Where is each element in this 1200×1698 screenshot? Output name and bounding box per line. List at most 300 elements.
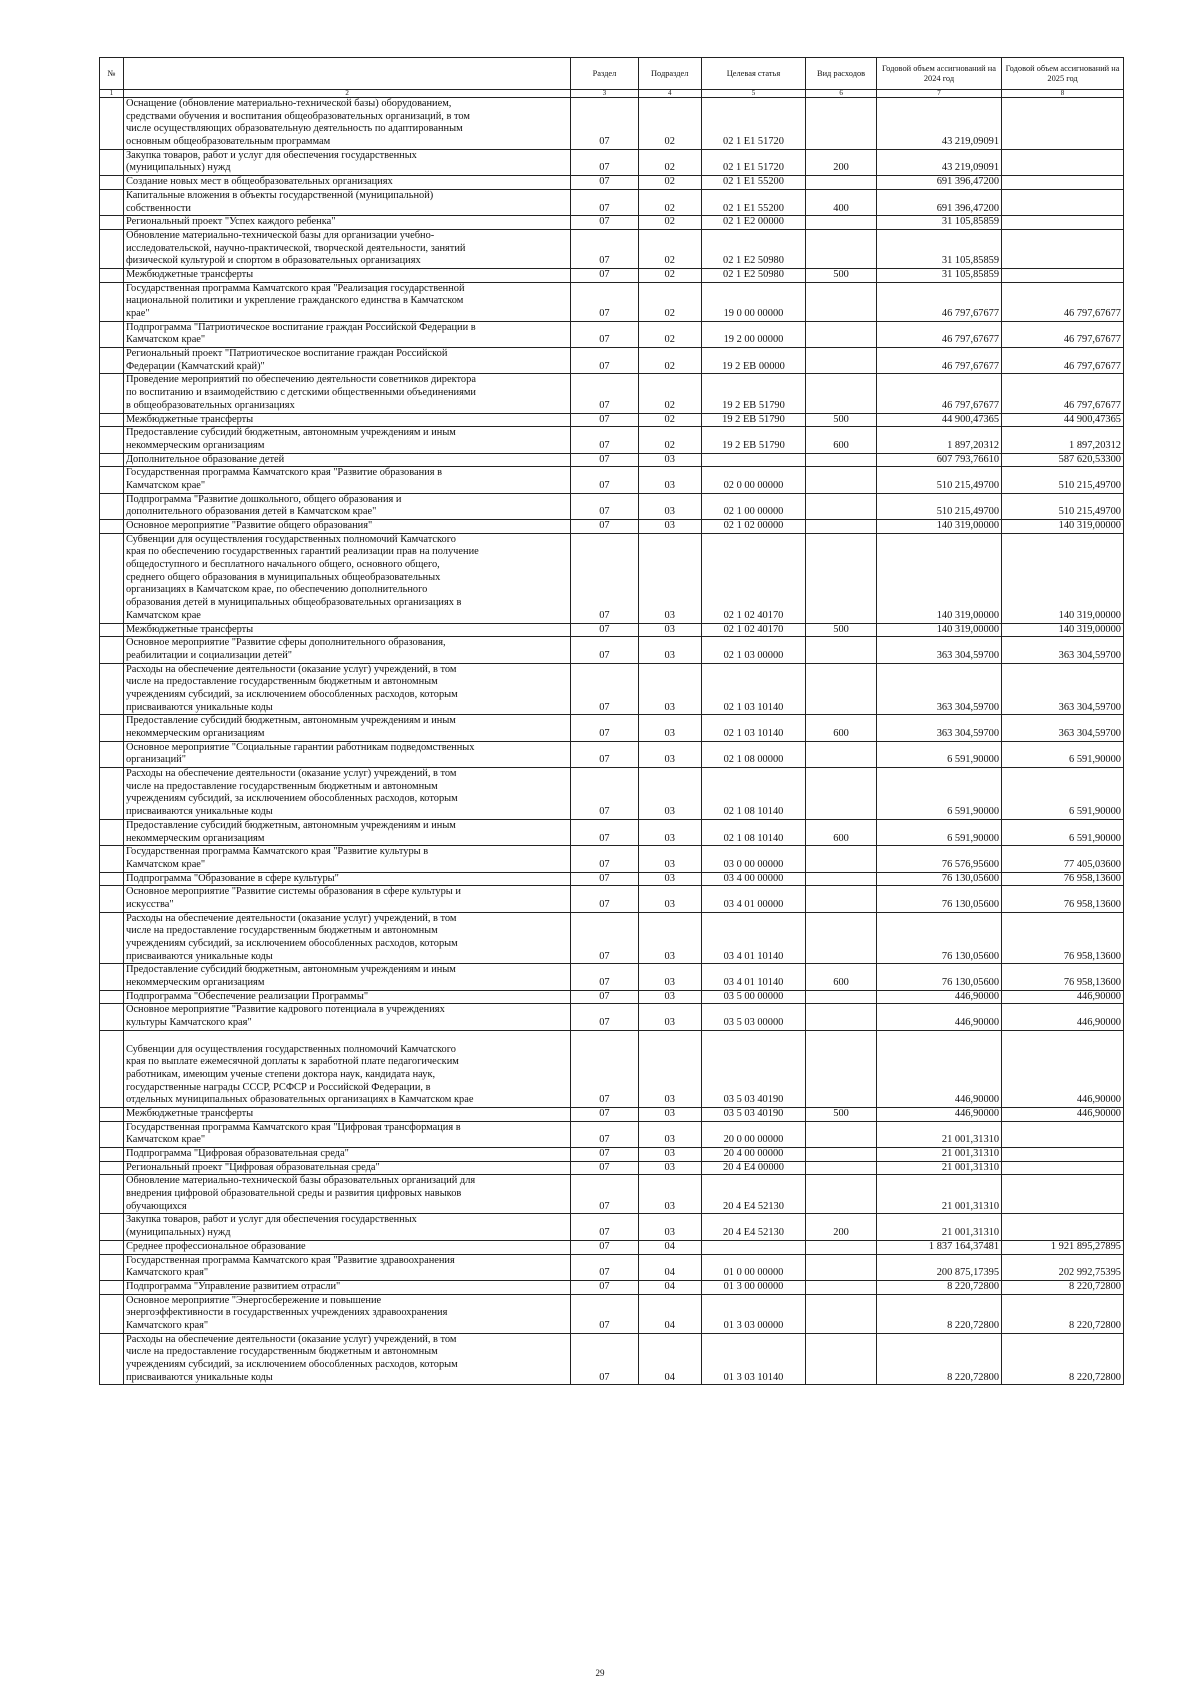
row-number-cell: [100, 715, 124, 741]
item-name-cell: Предоставление субсидий бюджетным, автономным учреждениям и иным некоммерческим организациям: [123, 427, 570, 453]
item-name-cell: Дополнительное образование детей: [123, 453, 570, 467]
table-row: [100, 819, 1124, 845]
row-number-cell: [100, 1254, 124, 1280]
table-row: [100, 912, 1124, 964]
podrazdel-cell: 02: [638, 282, 701, 321]
col-number: 8: [1002, 90, 1124, 98]
table-row: [100, 872, 1124, 886]
sum2025-cell: 446,90000: [1002, 1004, 1124, 1030]
item-name-cell: Государственная программа Камчатского края "Развитие образования в Камчатском крае": [123, 467, 570, 493]
target-cell: 02 1 02 00000: [701, 520, 805, 534]
razdel-cell: 07: [571, 1030, 638, 1107]
razdel-cell: 07: [571, 872, 638, 886]
razdel-cell: 07: [571, 990, 638, 1004]
sum2024-cell: 46 797,67677: [876, 321, 1001, 347]
razdel-cell: 07: [571, 1280, 638, 1294]
target-cell: 19 2 ЕВ 51790: [701, 374, 805, 413]
item-name-cell: Основное мероприятие "Развитие общего образования": [123, 520, 570, 534]
sum2025-cell: 6 591,90000: [1002, 768, 1124, 820]
razdel-cell: 07: [571, 623, 638, 637]
target-cell: 02 0 00 00000: [701, 467, 805, 493]
vid-cell: [806, 1175, 877, 1214]
column-number-row: [100, 90, 1124, 98]
table-row: [100, 623, 1124, 637]
table-row: [100, 268, 1124, 282]
sum2024-cell: 21 001,31310: [876, 1161, 1001, 1175]
vid-cell: [806, 1240, 877, 1254]
table-row: [100, 453, 1124, 467]
razdel-cell: 07: [571, 268, 638, 282]
vid-cell: 600: [806, 427, 877, 453]
row-number-cell: [100, 533, 124, 623]
row-number-cell: [100, 1148, 124, 1162]
sum2025-cell: [1002, 149, 1124, 175]
sum2025-cell: [1002, 1121, 1124, 1147]
table-row: [100, 467, 1124, 493]
table-row: [100, 229, 1124, 268]
table-row: [100, 768, 1124, 820]
sum2024-cell: 510 215,49700: [876, 467, 1001, 493]
table-row: [100, 886, 1124, 912]
sum2024-cell: 6 591,90000: [876, 768, 1001, 820]
podrazdel-cell: 04: [638, 1333, 701, 1385]
podrazdel-cell: 02: [638, 216, 701, 230]
sum2024-cell: 363 304,59700: [876, 663, 1001, 715]
razdel-cell: 07: [571, 453, 638, 467]
razdel-cell: 07: [571, 886, 638, 912]
podrazdel-cell: 03: [638, 1004, 701, 1030]
row-number-cell: [100, 964, 124, 990]
vid-cell: [806, 467, 877, 493]
podrazdel-cell: 03: [638, 663, 701, 715]
podrazdel-cell: 02: [638, 268, 701, 282]
razdel-cell: 07: [571, 348, 638, 374]
item-name-cell: Основное мероприятие "Развитие кадрового потенциала в учреждениях культуры Камчатского края": [123, 1004, 570, 1030]
razdel-cell: 07: [571, 374, 638, 413]
row-number-cell: [100, 493, 124, 519]
sum2025-cell: 363 304,59700: [1002, 663, 1124, 715]
podrazdel-cell: 02: [638, 149, 701, 175]
vid-cell: [806, 846, 877, 872]
table-row: [100, 321, 1124, 347]
sum2025-cell: 8 220,72800: [1002, 1333, 1124, 1385]
podrazdel-cell: 02: [638, 98, 701, 150]
sum2024-cell: 31 105,85859: [876, 229, 1001, 268]
razdel-cell: 07: [571, 819, 638, 845]
razdel-cell: 07: [571, 1175, 638, 1214]
razdel-cell: 07: [571, 1004, 638, 1030]
razdel-cell: 07: [571, 321, 638, 347]
sum2024-cell: 8 220,72800: [876, 1280, 1001, 1294]
col-podrazdel-header: Подраздел: [638, 58, 701, 90]
sum2024-cell: 21 001,31310: [876, 1214, 1001, 1240]
podrazdel-cell: 03: [638, 819, 701, 845]
col-target-header: Целевая статья: [701, 58, 805, 90]
sum2025-cell: 76 958,13600: [1002, 964, 1124, 990]
podrazdel-cell: 03: [638, 768, 701, 820]
table-row: [100, 637, 1124, 663]
target-cell: 19 2 ЕВ 51790: [701, 413, 805, 427]
table-row: [100, 427, 1124, 453]
vid-cell: [806, 1254, 877, 1280]
target-cell: 19 2 ЕВ 00000: [701, 348, 805, 374]
podrazdel-cell: 03: [638, 637, 701, 663]
sum2024-cell: 691 396,47200: [876, 176, 1001, 190]
target-cell: 02 1 03 10140: [701, 663, 805, 715]
vid-cell: [806, 493, 877, 519]
sum2025-cell: 510 215,49700: [1002, 467, 1124, 493]
table-row: [100, 1161, 1124, 1175]
table-row: [100, 374, 1124, 413]
podrazdel-cell: 02: [638, 413, 701, 427]
podrazdel-cell: 03: [638, 912, 701, 964]
item-name-cell: Межбюджетные трансферты: [123, 1107, 570, 1121]
target-cell: 02 1 Е1 51720: [701, 98, 805, 150]
item-name-cell: Межбюджетные трансферты: [123, 623, 570, 637]
vid-cell: 500: [806, 268, 877, 282]
table-row: [100, 189, 1124, 215]
item-name-cell: Создание новых мест в общеобразовательных организациях: [123, 176, 570, 190]
vid-cell: [806, 1333, 877, 1385]
sum2025-cell: 8 220,72800: [1002, 1294, 1124, 1333]
col-number: 7: [876, 90, 1001, 98]
col-sum2024-header: Годовой объем ассигнований на 2024 год: [876, 58, 1001, 90]
target-cell: 02 1 Е2 00000: [701, 216, 805, 230]
vid-cell: 500: [806, 413, 877, 427]
podrazdel-cell: 03: [638, 1214, 701, 1240]
target-cell: 02 1 08 10140: [701, 768, 805, 820]
target-cell: 03 4 00 00000: [701, 872, 805, 886]
item-name-cell: Субвенции для осуществления государственных полномочий Камчатского края по обеспечению государственных гарантий реализации прав на получение общедоступного и бесплатного начального общего, основного общего, среднего общего образования в муниципальных общеобразовательных организациях в Камчатском крае, по обеспечению дополнительного образования детей в муниципальных общеобразовательных организациях в Камчатском крае: [123, 533, 570, 623]
sum2024-cell: 363 304,59700: [876, 637, 1001, 663]
row-number-cell: [100, 268, 124, 282]
item-name-cell: Подпрограмма "Образование в сфере культуры": [123, 872, 570, 886]
sum2025-cell: [1002, 98, 1124, 150]
sum2024-cell: 446,90000: [876, 1107, 1001, 1121]
item-name-cell: Предоставление субсидий бюджетным, автономным учреждениям и иным некоммерческим организациям: [123, 964, 570, 990]
row-number-cell: [100, 886, 124, 912]
table-row: [100, 1254, 1124, 1280]
podrazdel-cell: 02: [638, 427, 701, 453]
podrazdel-cell: 03: [638, 1030, 701, 1107]
podrazdel-cell: 03: [638, 990, 701, 1004]
target-cell: 20 4 Е4 52130: [701, 1214, 805, 1240]
razdel-cell: 07: [571, 912, 638, 964]
sum2024-cell: 8 220,72800: [876, 1333, 1001, 1385]
row-number-cell: [100, 741, 124, 767]
podrazdel-cell: 02: [638, 176, 701, 190]
target-cell: 20 4 Е4 00000: [701, 1161, 805, 1175]
vid-cell: 200: [806, 149, 877, 175]
target-cell: 19 0 00 00000: [701, 282, 805, 321]
target-cell: 02 1 00 00000: [701, 493, 805, 519]
razdel-cell: 07: [571, 467, 638, 493]
row-number-cell: [100, 912, 124, 964]
vid-cell: 500: [806, 623, 877, 637]
sum2024-cell: 6 591,90000: [876, 819, 1001, 845]
row-number-cell: [100, 623, 124, 637]
vid-cell: [806, 912, 877, 964]
item-name-cell: Подпрограмма "Обеспечение реализации Программы": [123, 990, 570, 1004]
podrazdel-cell: 02: [638, 321, 701, 347]
col-number: 1: [100, 90, 124, 98]
sum2024-cell: 1 837 164,37481: [876, 1240, 1001, 1254]
item-name-cell: Подпрограмма "Управление развитием отрасли": [123, 1280, 570, 1294]
item-name-cell: Обновление материально-технической базы образовательных организаций для внедрения цифровой образовательной среды и развития цифровых навыков обучающихся: [123, 1175, 570, 1214]
item-name-cell: Подпрограмма "Развитие дошкольного, общего образования и дополнительного образования детей в Камчатском крае": [123, 493, 570, 519]
sum2024-cell: 76 130,05600: [876, 872, 1001, 886]
sum2024-cell: 510 215,49700: [876, 493, 1001, 519]
col-razdel-header: Раздел: [571, 58, 638, 90]
sum2024-cell: 607 793,76610: [876, 453, 1001, 467]
sum2024-cell: 76 130,05600: [876, 912, 1001, 964]
sum2025-cell: 363 304,59700: [1002, 715, 1124, 741]
item-name-cell: Подпрограмма "Патриотическое воспитание граждан Российской Федерации в Камчатском крае": [123, 321, 570, 347]
razdel-cell: 07: [571, 1148, 638, 1162]
row-number-cell: [100, 846, 124, 872]
razdel-cell: 07: [571, 493, 638, 519]
table-row: [100, 1240, 1124, 1254]
razdel-cell: 07: [571, 427, 638, 453]
razdel-cell: 07: [571, 98, 638, 150]
item-name-cell: Обновление материально-технической базы для организации учебно- исследовательской, научно-практической, творческой деятельности, занятий физической культурой и спортом в образовательных организациях: [123, 229, 570, 268]
row-number-cell: [100, 1004, 124, 1030]
item-name-cell: Среднее профессиональное образование: [123, 1240, 570, 1254]
vid-cell: 600: [806, 819, 877, 845]
razdel-cell: 07: [571, 176, 638, 190]
item-name-cell: Оснащение (обновление материально-технической базы) оборудованием, средствами обучения и воспитания общеобразовательных организаций, в том числе осуществляющих образовательную деятельность по адаптированным основным общеобразовательным программам: [123, 98, 570, 150]
table-row: [100, 216, 1124, 230]
table-row: [100, 741, 1124, 767]
row-number-cell: [100, 149, 124, 175]
sum2024-cell: 446,90000: [876, 990, 1001, 1004]
podrazdel-cell: 03: [638, 846, 701, 872]
row-number-cell: [100, 189, 124, 215]
sum2025-cell: 6 591,90000: [1002, 819, 1124, 845]
item-name-cell: Межбюджетные трансферты: [123, 413, 570, 427]
item-name-cell: Расходы на обеспечение деятельности (оказание услуг) учреждений, в том числе на предоставление государственным бюджетным и автономным учреждениям субсидий, за исключением обособленных расходов, которым присваиваются уникальные коды: [123, 912, 570, 964]
vid-cell: [806, 348, 877, 374]
podrazdel-cell: 03: [638, 964, 701, 990]
item-name-cell: Подпрограмма "Цифровая образовательная среда": [123, 1148, 570, 1162]
row-number-cell: [100, 348, 124, 374]
podrazdel-cell: 03: [638, 1107, 701, 1121]
podrazdel-cell: 03: [638, 453, 701, 467]
razdel-cell: 07: [571, 229, 638, 268]
vid-cell: [806, 886, 877, 912]
target-cell: 01 0 00 00000: [701, 1254, 805, 1280]
target-cell: 01 3 00 00000: [701, 1280, 805, 1294]
vid-cell: 500: [806, 1107, 877, 1121]
podrazdel-cell: 04: [638, 1240, 701, 1254]
sum2024-cell: 8 220,72800: [876, 1294, 1001, 1333]
razdel-cell: 07: [571, 1294, 638, 1333]
razdel-cell: 07: [571, 1161, 638, 1175]
col-vid-header: Вид расходов: [806, 58, 877, 90]
target-cell: 01 3 03 00000: [701, 1294, 805, 1333]
vid-cell: [806, 1161, 877, 1175]
sum2025-cell: 140 319,00000: [1002, 533, 1124, 623]
row-number-cell: [100, 467, 124, 493]
item-name-cell: Государственная программа Камчатского края "Развитие культуры в Камчатском крае": [123, 846, 570, 872]
target-cell: 02 1 03 10140: [701, 715, 805, 741]
sum2024-cell: 76 576,95600: [876, 846, 1001, 872]
row-number-cell: [100, 1240, 124, 1254]
col-number: 2: [123, 90, 570, 98]
target-cell: 20 0 00 00000: [701, 1121, 805, 1147]
row-number-cell: [100, 1214, 124, 1240]
table-row: [100, 98, 1124, 150]
podrazdel-cell: 03: [638, 715, 701, 741]
row-number-cell: [100, 872, 124, 886]
target-cell: 03 0 00 00000: [701, 846, 805, 872]
target-cell: 02 1 03 00000: [701, 637, 805, 663]
sum2025-cell: 140 319,00000: [1002, 623, 1124, 637]
target-cell: 03 5 03 40190: [701, 1107, 805, 1121]
sum2024-cell: 446,90000: [876, 1004, 1001, 1030]
row-number-cell: [100, 768, 124, 820]
razdel-cell: 07: [571, 282, 638, 321]
target-cell: 03 5 03 00000: [701, 1004, 805, 1030]
razdel-cell: 07: [571, 964, 638, 990]
row-number-cell: [100, 520, 124, 534]
podrazdel-cell: 04: [638, 1280, 701, 1294]
vid-cell: [806, 637, 877, 663]
item-name-cell: Межбюджетные трансферты: [123, 268, 570, 282]
item-name-cell: Закупка товаров, работ и услуг для обеспечения государственных (муниципальных) нужд: [123, 149, 570, 175]
table-row: [100, 1148, 1124, 1162]
razdel-cell: 07: [571, 741, 638, 767]
item-name-cell: Предоставление субсидий бюджетным, автономным учреждениям и иным некоммерческим организациям: [123, 715, 570, 741]
sum2025-cell: [1002, 229, 1124, 268]
budget-table: [99, 57, 1124, 1385]
vid-cell: [806, 453, 877, 467]
podrazdel-cell: 04: [638, 1294, 701, 1333]
table-row: [100, 282, 1124, 321]
podrazdel-cell: 03: [638, 1175, 701, 1214]
sum2024-cell: 363 304,59700: [876, 715, 1001, 741]
table-row: [100, 348, 1124, 374]
razdel-cell: 07: [571, 846, 638, 872]
sum2024-cell: 140 319,00000: [876, 533, 1001, 623]
item-name-cell: Основное мероприятие "Развитие сферы дополнительного образования, реабилитации и социализации детей": [123, 637, 570, 663]
razdel-cell: 07: [571, 715, 638, 741]
table-row: [100, 1214, 1124, 1240]
sum2025-cell: [1002, 1148, 1124, 1162]
table-body: [100, 98, 1124, 1385]
vid-cell: [806, 1004, 877, 1030]
vid-cell: [806, 1030, 877, 1107]
table-row: [100, 1175, 1124, 1214]
razdel-cell: 07: [571, 149, 638, 175]
vid-cell: [806, 176, 877, 190]
col-number: 5: [701, 90, 805, 98]
row-number-cell: [100, 1294, 124, 1333]
razdel-cell: 07: [571, 1254, 638, 1280]
page-number: 29: [595, 1668, 605, 1678]
target-cell: [701, 453, 805, 467]
item-name-cell: Закупка товаров, работ и услуг для обеспечения государственных (муниципальных) нужд: [123, 1214, 570, 1240]
target-cell: 03 5 00 00000: [701, 990, 805, 1004]
col-number: 6: [806, 90, 877, 98]
razdel-cell: 07: [571, 189, 638, 215]
target-cell: 19 2 ЕВ 51790: [701, 427, 805, 453]
vid-cell: [806, 1280, 877, 1294]
vid-cell: [806, 229, 877, 268]
target-cell: 02 1 02 40170: [701, 533, 805, 623]
sum2025-cell: [1002, 1161, 1124, 1175]
sum2025-cell: 46 797,67677: [1002, 348, 1124, 374]
item-name-cell: Капитальные вложения в объекты государственной (муниципальной) собственности: [123, 189, 570, 215]
vid-cell: [806, 533, 877, 623]
target-cell: 02 1 Е2 50980: [701, 229, 805, 268]
razdel-cell: 07: [571, 663, 638, 715]
row-number-cell: [100, 819, 124, 845]
table-row: [100, 1121, 1124, 1147]
podrazdel-cell: 03: [638, 533, 701, 623]
razdel-cell: 07: [571, 216, 638, 230]
razdel-cell: 07: [571, 520, 638, 534]
vid-cell: 600: [806, 715, 877, 741]
target-cell: 01 3 03 10140: [701, 1333, 805, 1385]
col-number: 4: [638, 90, 701, 98]
podrazdel-cell: 03: [638, 1121, 701, 1147]
row-number-cell: [100, 229, 124, 268]
sum2025-cell: 76 958,13600: [1002, 886, 1124, 912]
row-number-cell: [100, 453, 124, 467]
razdel-cell: 07: [571, 1121, 638, 1147]
table-row: [100, 846, 1124, 872]
podrazdel-cell: 03: [638, 872, 701, 886]
item-name-cell: Государственная программа Камчатского края "Развитие здравоохранения Камчатского края": [123, 1254, 570, 1280]
podrazdel-cell: 04: [638, 1254, 701, 1280]
vid-cell: [806, 872, 877, 886]
target-cell: 02 1 Е1 55200: [701, 189, 805, 215]
sum2024-cell: 43 219,09091: [876, 98, 1001, 150]
item-name-cell: Региональный проект "Патриотическое воспитание граждан Российской Федерации (Камчатский край)": [123, 348, 570, 374]
sum2025-cell: 446,90000: [1002, 1107, 1124, 1121]
vid-cell: 400: [806, 189, 877, 215]
row-number-cell: [100, 98, 124, 150]
sum2025-cell: 140 319,00000: [1002, 520, 1124, 534]
table-row: [100, 663, 1124, 715]
sum2025-cell: [1002, 1214, 1124, 1240]
podrazdel-cell: 03: [638, 741, 701, 767]
row-number-cell: [100, 216, 124, 230]
podrazdel-cell: 02: [638, 374, 701, 413]
header-row: [100, 58, 1124, 90]
table-row: [100, 413, 1124, 427]
razdel-cell: 07: [571, 533, 638, 623]
podrazdel-cell: 03: [638, 623, 701, 637]
sum2025-cell: 446,90000: [1002, 1030, 1124, 1107]
table-row: [100, 493, 1124, 519]
vid-cell: [806, 768, 877, 820]
vid-cell: [806, 1148, 877, 1162]
table-row: [100, 1333, 1124, 1385]
sum2025-cell: 76 958,13600: [1002, 872, 1124, 886]
item-name-cell: Расходы на обеспечение деятельности (оказание услуг) учреждений, в том числе на предоставление государственным бюджетным и автономным учреждениям субсидий, за исключением обособленных расходов, которым присваиваются уникальные коды: [123, 1333, 570, 1385]
target-cell: 03 4 01 10140: [701, 912, 805, 964]
sum2024-cell: 140 319,00000: [876, 520, 1001, 534]
target-cell: 02 1 08 00000: [701, 741, 805, 767]
item-name-cell: Расходы на обеспечение деятельности (оказание услуг) учреждений, в том числе на предоставление государственным бюджетным и автономным учреждениям субсидий, за исключением обособленных расходов, которым присваиваются уникальные коды: [123, 768, 570, 820]
sum2024-cell: 691 396,47200: [876, 189, 1001, 215]
razdel-cell: 07: [571, 413, 638, 427]
vid-cell: [806, 282, 877, 321]
podrazdel-cell: 02: [638, 189, 701, 215]
podrazdel-cell: 02: [638, 229, 701, 268]
